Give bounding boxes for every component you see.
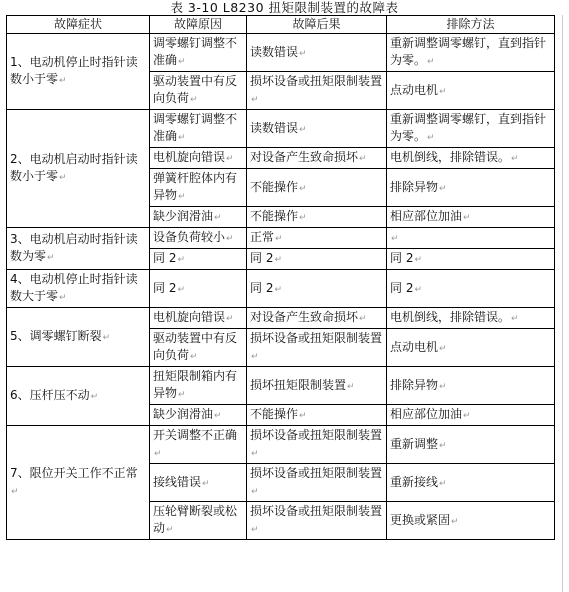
paragraph-mark-icon: ↵ <box>177 255 185 265</box>
effect-cell <box>247 426 387 464</box>
paragraph-mark-icon: ↵ <box>59 293 67 303</box>
symptom-cell <box>7 34 150 110</box>
cause-cell-text: 扭矩限制箱内有异物 <box>153 369 238 400</box>
paragraph-mark-icon: ↵ <box>511 314 519 324</box>
header-fix: 排除方法 <box>387 16 555 34</box>
effect-cell-text: 不能操作 <box>250 179 299 194</box>
fault-table-body <box>7 34 555 540</box>
fix-cell <box>387 207 555 228</box>
fix-cell-text: 重新调整调零螺钉，直到指针为零。 <box>390 112 547 143</box>
cause-cell-text: 设备负荷较小 <box>153 230 226 244</box>
cause-cell <box>150 502 247 540</box>
paragraph-mark-icon: ↵ <box>463 411 471 421</box>
paragraph-mark-icon: ↵ <box>299 411 307 421</box>
paragraph-mark-icon: ↵ <box>299 124 307 135</box>
cause-cell <box>150 207 247 228</box>
paragraph-mark-icon: ↵ <box>90 392 99 402</box>
paragraph-mark-icon: ↵ <box>251 449 259 459</box>
paragraph-mark-icon: ↵ <box>59 173 67 183</box>
paragraph-mark-icon: ↵ <box>178 133 186 143</box>
paragraph-mark-icon: ↵ <box>347 381 355 392</box>
table-row <box>7 308 555 329</box>
effect-cell <box>247 72 387 110</box>
cause-cell <box>150 426 247 464</box>
effect-cell-text: 不能操作 <box>250 209 299 223</box>
table-row <box>7 34 555 72</box>
table-row <box>7 367 555 405</box>
symptom-cell-text: 7、限位开关工作不正常 <box>10 466 138 480</box>
symptom-cell <box>7 110 150 228</box>
cause-cell-text: 弹簧杆腔体内有异物 <box>153 171 238 202</box>
cause-cell <box>150 249 247 270</box>
symptom-cell <box>7 270 150 308</box>
effect-cell-text: 损坏设备或扭矩限制装置 <box>250 504 383 518</box>
paragraph-mark-icon: ↵ <box>274 255 282 265</box>
fix-cell-text: 排除异物 <box>390 179 439 194</box>
symptom-cell <box>7 426 150 540</box>
effect-cell <box>247 270 387 308</box>
paragraph-mark-icon: ↵ <box>47 253 55 263</box>
symptom-cell-text: 6、压杆压不动 <box>10 388 90 402</box>
effect-cell <box>247 110 387 148</box>
fault-table <box>6 15 555 540</box>
paragraph-mark-icon: ↵ <box>251 487 259 497</box>
cause-cell-text: 驱动装置中有反向负荷 <box>153 331 238 362</box>
header-row <box>7 16 555 34</box>
header-effect: 故障后果 <box>247 16 387 34</box>
fix-cell <box>387 72 555 110</box>
cause-cell <box>150 405 247 426</box>
fix-cell-text: 点动电机 <box>390 82 439 97</box>
fix-cell-text: 电机倒线，排除错误。 <box>390 310 511 324</box>
effect-cell-text: 正常 <box>250 230 275 244</box>
paragraph-mark-icon: ↵ <box>226 234 234 244</box>
effect-cell-text: 读数错误 <box>250 120 299 135</box>
cause-cell <box>150 228 247 249</box>
cause-cell-text: 电机旋向错误 <box>153 150 226 164</box>
paragraph-mark-icon: ↵ <box>439 343 447 354</box>
paragraph-mark-icon: ↵ <box>427 133 435 143</box>
effect-cell-text: 损坏设备或扭矩限制装置 <box>250 74 383 88</box>
effect-cell <box>247 148 387 169</box>
paragraph-mark-icon: ↵ <box>463 213 471 223</box>
fix-cell-text: 点动电机 <box>390 339 439 354</box>
fix-cell-text: 重新调整调零螺钉，直到指针为零。 <box>390 36 547 67</box>
effect-cell <box>247 169 387 207</box>
paragraph-mark-icon: ↵ <box>178 192 186 202</box>
fix-cell <box>387 502 555 540</box>
paragraph-mark-icon: ↵ <box>414 255 422 265</box>
effect-cell-text: 对设备产生致命损坏 <box>250 150 359 164</box>
paragraph-mark-icon: ↵ <box>59 76 67 86</box>
cause-cell-text: 同 2 <box>153 280 177 295</box>
effect-cell-text: 同 2 <box>250 280 274 295</box>
cause-cell <box>150 169 247 207</box>
fix-cell-text: 重新接线 <box>390 474 439 489</box>
paragraph-mark-icon: ↵ <box>226 314 234 324</box>
paragraph-mark-icon: ↵ <box>214 411 222 421</box>
effect-cell-text: 损坏设备或扭矩限制装置 <box>250 428 383 442</box>
symptom-cell <box>7 308 150 367</box>
paragraph-mark-icon: ↵ <box>190 352 198 362</box>
table-row <box>7 228 555 249</box>
symptom-cell-text: 5、调零螺钉断裂 <box>10 329 102 343</box>
paragraph-mark-icon: ↵ <box>299 183 307 194</box>
paragraph-mark-icon: ↵ <box>359 314 367 324</box>
cause-cell-text: 缺少润滑油 <box>153 209 214 223</box>
effect-cell-text: 不能操作 <box>250 407 299 421</box>
effect-cell-text: 损坏设备或扭矩限制装置 <box>250 466 383 480</box>
fix-cell-text: 相应部位加油 <box>390 209 463 223</box>
effect-cell-text: 读数错误 <box>250 44 299 59</box>
paragraph-mark-icon: ↵ <box>274 284 282 295</box>
effect-cell <box>247 502 387 540</box>
fix-cell-text: 排除异物 <box>390 377 439 392</box>
table-row <box>7 426 555 464</box>
fix-cell <box>387 228 555 249</box>
header-symptom: 故障症状 <box>7 16 150 34</box>
paragraph-mark-icon: ↵ <box>511 154 519 164</box>
effect-cell <box>247 329 387 367</box>
paragraph-mark-icon: ↵ <box>214 213 222 223</box>
symptom-cell-text: 1、电动机停止时指针读数小于零 <box>10 55 138 86</box>
symptom-cell-text: 4、电动机停止时指针读数大于零 <box>10 272 138 303</box>
cause-cell-text: 压轮臂断裂或松动 <box>153 504 238 535</box>
paragraph-mark-icon: ↵ <box>439 478 447 489</box>
page-edge <box>562 15 569 592</box>
effect-cell-text: 损坏设备或扭矩限制装置 <box>250 331 383 345</box>
cause-cell <box>150 34 247 72</box>
fix-cell-text: 电机倒线，排除错误。 <box>390 150 511 164</box>
cause-cell-text: 同 2 <box>153 251 177 265</box>
fix-cell-text: 同 2 <box>390 280 414 295</box>
cause-cell <box>150 464 247 502</box>
table-caption: 表 3-10 L8230 扭矩限制装置的故障表 <box>170 0 399 15</box>
paragraph-mark-icon: ↵ <box>154 449 162 459</box>
fix-cell <box>387 367 555 405</box>
paragraph-mark-icon: ↵ <box>177 284 185 295</box>
effect-cell <box>247 308 387 329</box>
cause-cell-text: 调零螺钉调整不准确 <box>153 36 238 67</box>
paragraph-mark-icon: ↵ <box>190 95 198 105</box>
cause-cell-text: 缺少润滑油 <box>153 407 214 421</box>
paragraph-mark-icon: ↵ <box>11 487 19 497</box>
fix-cell <box>387 34 555 72</box>
paragraph-mark-icon: ↵ <box>451 516 459 527</box>
fix-cell-text: 同 2 <box>390 251 414 265</box>
paragraph-mark-icon: ↵ <box>391 234 399 244</box>
paragraph-mark-icon: ↵ <box>166 525 174 535</box>
symptom-cell-text: 2、电动机启动时指针读数小于零 <box>10 152 138 183</box>
fix-cell-text: 重新调整 <box>390 436 439 451</box>
table-row <box>7 270 555 308</box>
paragraph-mark-icon: ↵ <box>226 154 234 164</box>
fix-cell <box>387 148 555 169</box>
cause-cell-text: 接线错误 <box>153 474 202 489</box>
paragraph-mark-icon: ↵ <box>439 440 447 451</box>
fix-cell <box>387 169 555 207</box>
effect-cell <box>247 228 387 249</box>
paragraph-mark-icon: ↵ <box>359 154 367 164</box>
effect-cell-text: 对设备产生致命损坏 <box>250 310 359 324</box>
paragraph-mark-icon: ↵ <box>251 352 259 362</box>
paragraph-mark-icon: ↵ <box>414 284 422 295</box>
cause-cell <box>150 308 247 329</box>
paragraph-mark-icon: ↵ <box>427 57 435 67</box>
paragraph-mark-icon: ↵ <box>251 525 259 535</box>
cause-cell-text: 驱动装置中有反向负荷 <box>153 74 238 105</box>
cause-cell <box>150 329 247 367</box>
paragraph-mark-icon: ↵ <box>251 95 259 105</box>
fix-cell <box>387 308 555 329</box>
fix-cell <box>387 329 555 367</box>
cause-cell <box>150 270 247 308</box>
paragraph-mark-icon: ↵ <box>439 381 447 392</box>
fix-cell <box>387 249 555 270</box>
fix-cell <box>387 110 555 148</box>
paragraph-mark-icon: ↵ <box>202 478 210 489</box>
symptom-cell <box>7 367 150 426</box>
cause-cell <box>150 72 247 110</box>
cause-cell <box>150 110 247 148</box>
effect-cell-text: 损坏扭矩限制装置 <box>250 377 347 392</box>
paragraph-mark-icon: ↵ <box>102 333 111 343</box>
fix-cell <box>387 464 555 502</box>
cause-cell-text: 电机旋向错误 <box>153 310 226 324</box>
cause-cell-text: 开关调整不正确 <box>153 428 238 442</box>
symptom-cell <box>7 228 150 270</box>
effect-cell <box>247 207 387 228</box>
paragraph-mark-icon: ↵ <box>178 390 186 400</box>
fix-cell <box>387 405 555 426</box>
cause-cell <box>150 148 247 169</box>
cause-cell-text: 调零螺钉调整不准确 <box>153 112 238 143</box>
paragraph-mark-icon: ↵ <box>275 234 283 244</box>
effect-cell-text: 同 2 <box>250 251 274 265</box>
fix-cell <box>387 270 555 308</box>
fix-cell-text: 更换或紧固 <box>390 512 451 527</box>
effect-cell <box>247 464 387 502</box>
table-row <box>7 110 555 148</box>
effect-cell <box>247 249 387 270</box>
header-cause: 故障原因 <box>150 16 247 34</box>
paragraph-mark-icon: ↵ <box>439 86 447 97</box>
fix-cell <box>387 426 555 464</box>
effect-cell <box>247 367 387 405</box>
symptom-cell-text: 3、电动机启动时指针读数为零 <box>10 232 138 263</box>
cause-cell <box>150 367 247 405</box>
fix-cell-text: 相应部位加油 <box>390 407 463 421</box>
paragraph-mark-icon: ↵ <box>299 48 307 59</box>
paragraph-mark-icon: ↵ <box>178 57 186 67</box>
paragraph-mark-icon: ↵ <box>439 183 447 194</box>
effect-cell <box>247 34 387 72</box>
paragraph-mark-icon: ↵ <box>299 213 307 223</box>
effect-cell <box>247 405 387 426</box>
